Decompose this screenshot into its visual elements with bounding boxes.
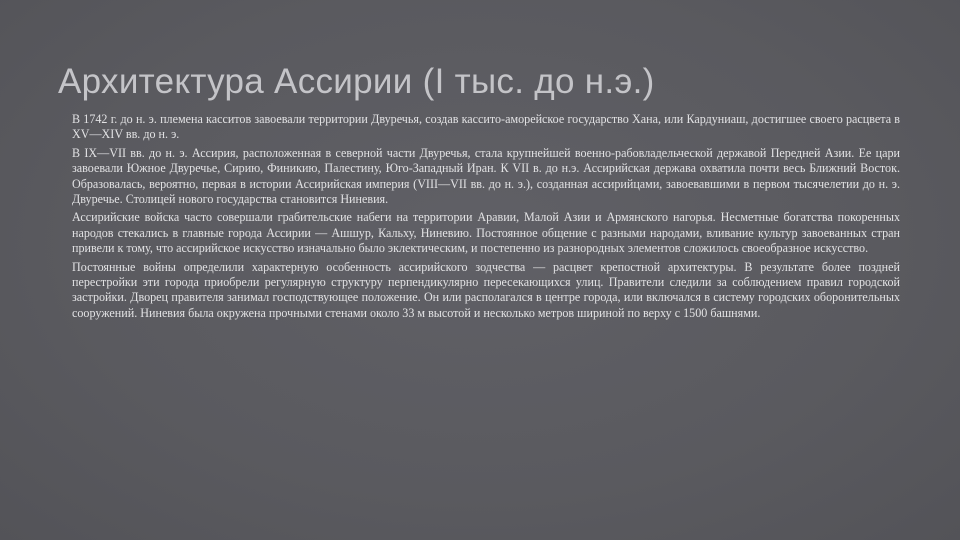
paragraph-2 (58, 146, 900, 208)
paragraph-text: Постоянные войны определили характерную особенность ассирийского зодчества — расцвет крепостной архитектуры. В результате более поздней перестройки эти города приобрели регулярную структуру перпендикулярно пересекающихся улиц. Правители следили за соблюдением правил городской застройки. Дворец правителя занимал господствующее положение. Он или располагался в центре города, или включался в систему городских оборонительных сооружений. Ниневия была окружена прочными стенами около 33 м высотой и несколько метров шириной по верху с 1500 башнями. (72, 259, 900, 320)
paragraph-3 (58, 210, 900, 256)
slide-title: Архитектура Ассирии (I тыс. до н.э.) (58, 62, 655, 101)
paragraph-text: В 1742 г. до н. э. племена касситов завоевали территории Двуречья, создав кассито-аморейское государство Хана, или Кардуниаш, достигшее своего расцвета в XV—XIV вв. до н. э. (72, 112, 900, 142)
slide-body (58, 112, 900, 324)
paragraph-text: В IX—VII вв. до н. э. Ассирия, расположенная в северной части Двуречья, стала крупнейшей военно-рабовладельческой державой Передней Азии. Ее цари завоевали Южное Двуречье, Сирию, Финикию, Палестину, Юго-Западный Иран. К VII в. до н.э. Ассирийская держава охватила почти весь Ближний Восток. Образовалась, вероятно, первая в истории Ассирийская империя (VIII—VII вв. до н. э.), созданная ассирийцами, завоевавшими в первом тысячелетии до н. э. Двуречье. Столицей нового государства становится Ниневия. (72, 145, 900, 207)
paragraph-4 (58, 260, 900, 322)
paragraph-text: Ассирийские войска часто совершали грабительские набеги на территории Аравии, Малой Азии и Армянского нагорья. Несметные богатства покоренных народов стекались в главные города Ассирии — Ашшур, Кальху, Ниневию. Постоянное общение с разными народами, вливание культур завоеванных стран привели к тому, что ассирийское искусство изначально было эклектическим, и постепенно из разнородных элементов сложилось своеобразное искусство. (72, 210, 900, 256)
paragraph-1 (58, 112, 900, 143)
